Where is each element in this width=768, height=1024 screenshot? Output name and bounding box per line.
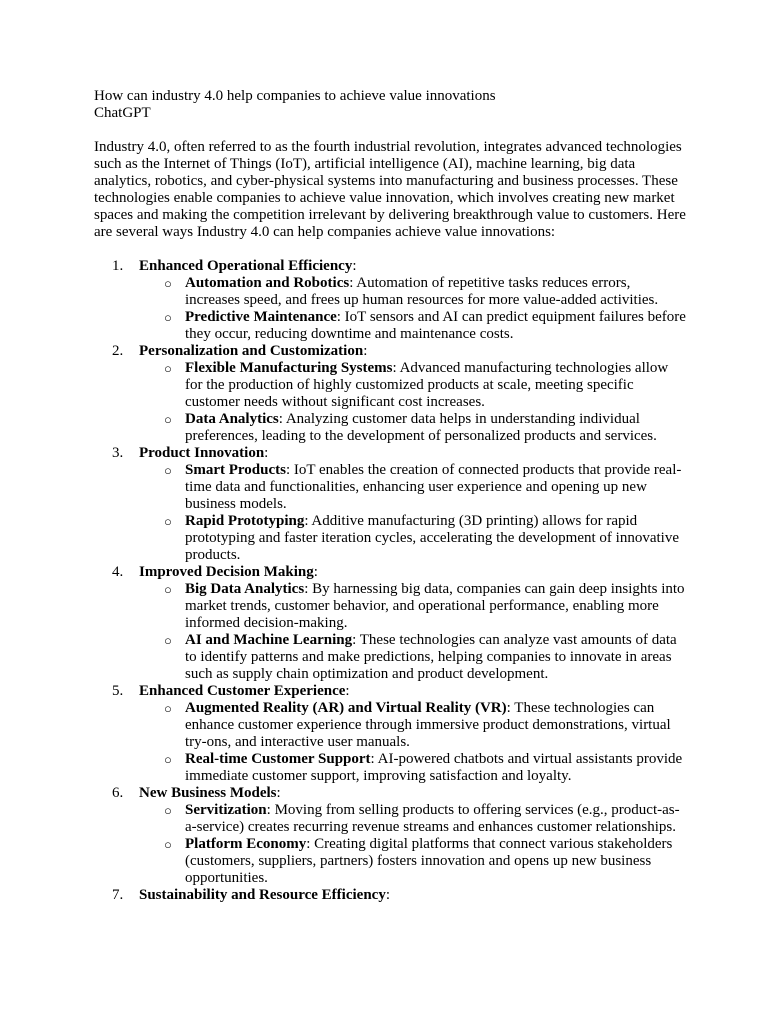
value-innovation-list	[94, 258, 688, 904]
intro-paragraph: Industry 4.0, often referred to as the fourth industrial revolution, integrates advanced technologies such as the Internet of Things (IoT), artificial intelligence (AI), machine learning, big data analytics, robotics, and cyber-physical systems into manufacturing and business processes. These technologies enable companies to achieve value innovation, which involves creating new market spaces and making the competition irrelevant by delivering breakthrough value to customers. Here are several ways Industry 4.0 can help companies achieve value innovations:	[94, 139, 686, 240]
sub-item-text: : Automation of repetitive tasks reduces errors, increases speed, and frees up human resources for more value-added activities.	[185, 275, 659, 308]
sub-item-term: Predictive Maintenance	[185, 309, 337, 325]
question-heading: How can industry 4.0 help companies to achieve value innovations	[94, 88, 496, 104]
list-item-heading: Product Innovation:	[139, 445, 269, 461]
sub-item-text: : Additive manufacturing (3D printing) allows for rapid prototyping and faster iteration cycles, accelerating the development of innovative products.	[185, 513, 679, 563]
sub-item-text: : By harnessing big data, companies can gain deep insights into market trends, customer behavior, and operational performance, enabling more informed decision-making.	[185, 581, 685, 631]
list-number: 2.	[112, 343, 124, 359]
sub-item-term: AI and Machine Learning	[185, 632, 353, 648]
sub-item-term: Data Analytics	[185, 411, 279, 427]
list-item-heading: Improved Decision Making:	[139, 564, 318, 580]
sub-list	[139, 700, 688, 785]
sub-item-text: : IoT sensors and AI can predict equipment failures before they occur, reducing downtime and maintenance costs.	[185, 309, 686, 342]
list-item-title: Personalization and Customization	[139, 343, 364, 359]
hollow-circle-bullet-icon: ○	[164, 514, 172, 529]
sub-list-item	[139, 309, 688, 343]
hollow-circle-bullet-icon: ○	[164, 701, 172, 716]
sub-list-item	[139, 360, 688, 411]
list-item	[94, 683, 688, 785]
sub-item-text: : Creating digital platforms that connect various stakeholders (customers, suppliers, partners) fosters innovation and opens up new business opportunities.	[185, 836, 673, 886]
list-number: 1.	[112, 258, 124, 274]
sub-item-term: Big Data Analytics	[185, 581, 305, 597]
sub-list-item	[139, 836, 688, 887]
list-number: 3.	[112, 445, 124, 461]
sub-item-term: Augmented Reality (AR) and Virtual Reality (VR)	[185, 700, 507, 716]
sub-item-text: : Moving from selling products to offering services (e.g., product-as-a-service) creates recurring revenue streams and enhances customer relationships.	[185, 802, 680, 835]
sub-list-item	[139, 581, 688, 632]
list-number: 6.	[112, 785, 124, 801]
list-item	[94, 887, 688, 904]
list-item	[94, 564, 688, 683]
sub-list-item	[139, 275, 688, 309]
list-item-title: Improved Decision Making	[139, 564, 314, 580]
sub-list-item	[139, 700, 688, 751]
sub-list-item	[139, 802, 688, 836]
sub-list	[139, 462, 688, 564]
list-item-title: Enhanced Customer Experience	[139, 683, 346, 699]
sub-item-text: : Advanced manufacturing technologies allow for the production of highly customized products at scale, meeting specific customer needs without significant cost increases.	[185, 360, 669, 410]
sub-list-item	[139, 462, 688, 513]
sub-item-text: : Analyzing customer data helps in understanding individual preferences, leading to the development of personalized products and services.	[185, 411, 657, 444]
sub-item-term: Rapid Prototyping	[185, 513, 305, 529]
hollow-circle-bullet-icon: ○	[164, 412, 172, 427]
hollow-circle-bullet-icon: ○	[164, 633, 172, 648]
sub-item-term: Servitization	[185, 802, 267, 818]
hollow-circle-bullet-icon: ○	[164, 752, 172, 767]
sub-list	[139, 581, 688, 683]
hollow-circle-bullet-icon: ○	[164, 837, 172, 852]
list-number: 7.	[112, 887, 124, 903]
sub-item-term: Automation and Robotics	[185, 275, 350, 291]
sub-list-item	[139, 513, 688, 564]
list-number: 5.	[112, 683, 124, 699]
sub-list-item	[139, 632, 688, 683]
list-item-heading: Enhanced Customer Experience:	[139, 683, 350, 699]
list-item-title: Sustainability and Resource Efficiency	[139, 887, 386, 903]
sub-item-text: : These technologies can enhance customer experience through immersive product demonstrations, virtual try-ons, and interactive user manuals.	[185, 700, 671, 750]
list-item-heading: New Business Models:	[139, 785, 281, 801]
list-number: 4.	[112, 564, 124, 580]
sub-item-term: Real-time Customer Support	[185, 751, 371, 767]
list-item-title: New Business Models	[139, 785, 277, 801]
hollow-circle-bullet-icon: ○	[164, 463, 172, 478]
list-item-heading: Personalization and Customization:	[139, 343, 368, 359]
list-item-heading: Enhanced Operational Efficiency:	[139, 258, 357, 274]
hollow-circle-bullet-icon: ○	[164, 582, 172, 597]
list-item	[94, 343, 688, 445]
sub-list	[139, 275, 688, 343]
hollow-circle-bullet-icon: ○	[164, 803, 172, 818]
list-item-heading: Sustainability and Resource Efficiency:	[139, 887, 390, 903]
sub-item-term: Platform Economy	[185, 836, 307, 852]
sub-item-text: : AI-powered chatbots and virtual assistants provide immediate customer support, improving satisfaction and loyalty.	[185, 751, 683, 784]
hollow-circle-bullet-icon: ○	[164, 310, 172, 325]
sub-list-item	[139, 411, 688, 445]
list-item-title: Product Innovation	[139, 445, 265, 461]
sub-list-item	[139, 751, 688, 785]
list-item-title: Enhanced Operational Efficiency	[139, 258, 353, 274]
sub-item-text: : These technologies can analyze vast amounts of data to identify patterns and make predictions, helping companies to innovate in areas such as supply chain optimization and product development.	[185, 632, 677, 682]
list-item	[94, 785, 688, 887]
hollow-circle-bullet-icon: ○	[164, 361, 172, 376]
sub-list	[139, 802, 688, 887]
list-item	[94, 445, 688, 564]
sub-list	[139, 360, 688, 445]
hollow-circle-bullet-icon: ○	[164, 276, 172, 291]
source-label: ChatGPT	[94, 105, 151, 121]
sub-item-term: Flexible Manufacturing Systems	[185, 360, 393, 376]
sub-item-text: : IoT enables the creation of connected products that provide real-time data and functionalities, enhancing user experience and opening up new business models.	[185, 462, 682, 512]
list-item	[94, 258, 688, 343]
sub-item-term: Smart Products	[185, 462, 286, 478]
